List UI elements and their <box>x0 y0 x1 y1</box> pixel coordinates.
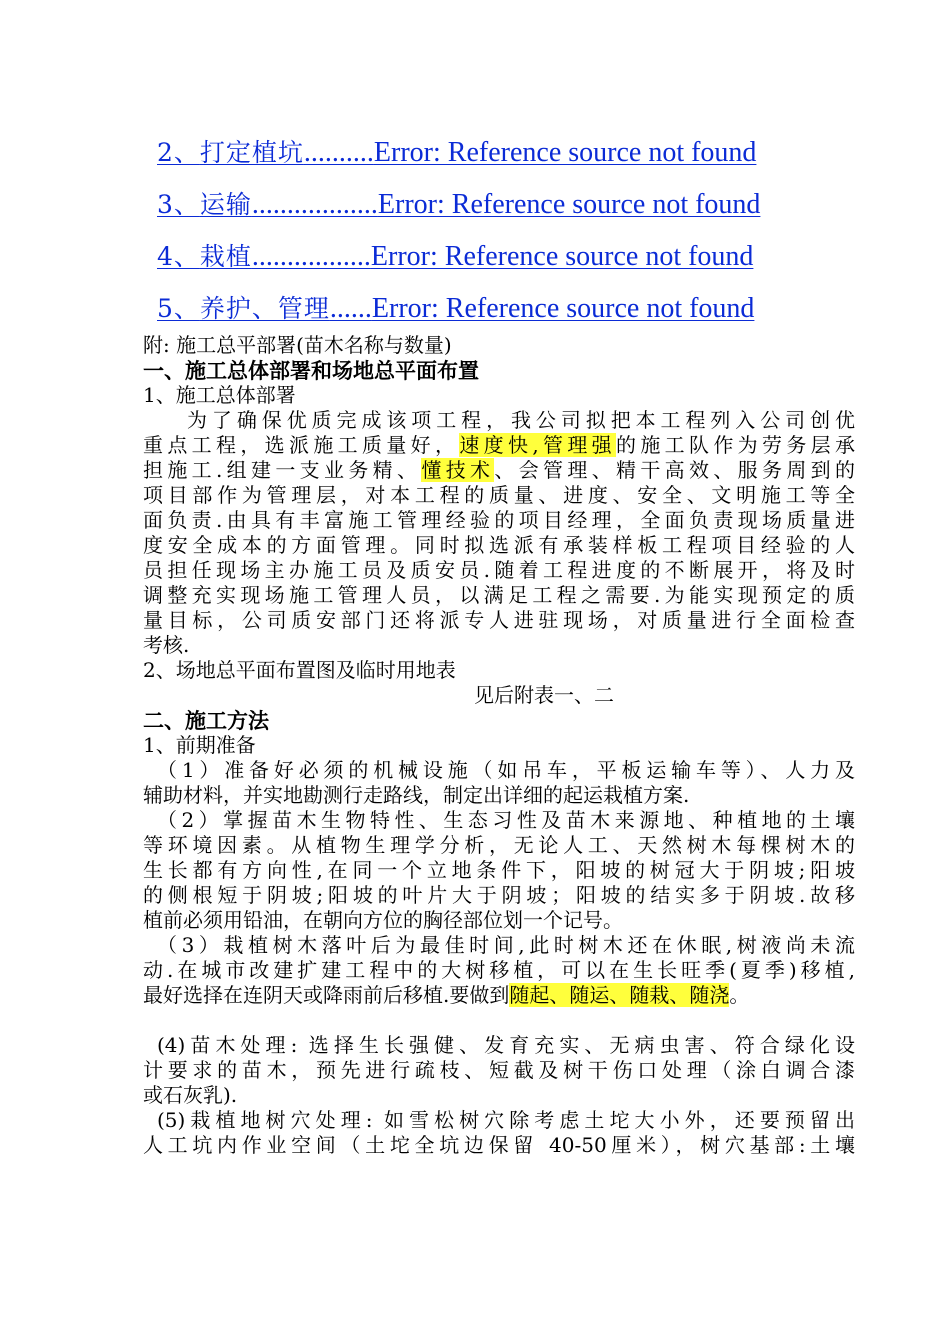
paragraph-line: （2）掌握苗木生物特性、生态习性及苗木来源地、种植地的土壤 <box>157 808 855 832</box>
text-run: 重点工程，选派施工质量好， <box>143 433 460 457</box>
toc-leader-dots: ................. <box>251 241 371 272</box>
paragraph-line: 人工坑内作业空间（土坨全坑边保留 40-50厘米），树穴基部:土壤 <box>143 1133 855 1157</box>
toc-entry-3[interactable] <box>157 186 797 238</box>
toc-number: 5、 <box>157 294 200 323</box>
highlighted-text: 随起、随运、随栽、随浇 <box>509 983 730 1007</box>
toc-reference-error: Error: Reference source not found <box>371 293 755 324</box>
highlighted-text: 懂技术 <box>421 458 495 482</box>
appendix-note: 附: 施工总平部署(苗木名称与数量) <box>143 333 452 357</box>
see-appendix-tables: 见后附表一、二 <box>474 683 614 707</box>
section-1-subheading-2: 2、场地总平面布置图及临时用地表 <box>143 658 456 682</box>
paragraph-line: 员担任现场主办施工员及质安员.随着工程进度的不断展开，将及时 <box>143 558 855 582</box>
paragraph-line: 为了确保优质完成该项工程，我公司拟把本工程列入公司创优 <box>187 408 855 432</box>
document-body <box>143 333 855 1158</box>
text-run: 最好选择在连阴天或降雨前后移植.要做到 <box>143 983 510 1007</box>
toc-title: 打定植坑 <box>199 138 304 167</box>
paragraph-line <box>143 458 855 483</box>
toc-reference-error: Error: Reference source not found <box>377 189 761 220</box>
section-2-heading: 二、施工方法 <box>143 708 269 733</box>
toc-reference-error: Error: Reference source not found <box>373 137 757 168</box>
toc-title: 栽植 <box>199 242 252 271</box>
toc-title: 养护、管理 <box>199 294 330 323</box>
text-run: 担施工.组建一支业务精、 <box>143 458 422 482</box>
text-run: 、会管理、精干高效、服务周到的 <box>494 458 855 482</box>
paragraph-line <box>143 983 855 1008</box>
paragraph-line: 度安全成本的方面管理。同时拟选派有承装样板工程项目经验的人 <box>143 533 855 557</box>
item-1-paragraph <box>143 758 855 808</box>
toc-leader-dots: ...... <box>329 293 372 324</box>
blank-line <box>143 1008 855 1033</box>
section-1-heading: 一、施工总体部署和场地总平面布置 <box>143 358 479 383</box>
paragraph-line: 计要求的苗木，预先进行疏枝、短截及树干伤口处理（涂白调合漆 <box>143 1058 855 1082</box>
toc-entry-4[interactable] <box>157 238 797 290</box>
toc-number: 3、 <box>157 190 200 219</box>
item-5-paragraph <box>143 1108 855 1158</box>
paragraph-line: 的侧根短于阴坡;阳坡的叶片大于阴坡；阳坡的结实多于阴坡.故移 <box>143 883 855 907</box>
highlighted-text: 速度快,管理强 <box>459 433 617 457</box>
paragraph-line: (4)苗木处理: 选择生长强健、发育充实、无病虫害、符合绿化设 <box>157 1033 855 1057</box>
item-3-paragraph <box>143 933 855 1008</box>
paragraph-line: 面负责.由具有丰富施工管理经验的项目经理，全面负责现场质量进 <box>143 508 855 532</box>
toc-title: 运输 <box>199 190 252 219</box>
toc-leader-dots: .................. <box>251 189 378 220</box>
paragraph-line: 动.在城市改建扩建工程中的大树移植，可以在生长旺季(夏季)移植, <box>143 958 855 982</box>
toc-number: 4、 <box>157 242 200 271</box>
text-run: 的施工队作为劳务层承 <box>616 433 855 457</box>
paragraph-line: 量目标，公司质安部门还将派专人进驻现场，对质量进行全面检查 <box>143 608 855 632</box>
section-1-subheading-1: 1、施工总体部署 <box>143 383 296 407</box>
paragraph-line: （1）准备好必须的机械设施（如吊车，平板运输车等）、人力及 <box>157 758 855 782</box>
paragraph-line: （3）栽植树木落叶后为最佳时间,此时树木还在休眠,树液尚未流 <box>157 933 855 957</box>
toc-reference-error: Error: Reference source not found <box>370 241 754 272</box>
text-run: 。 <box>729 983 750 1007</box>
toc-leader-dots: .......... <box>303 137 374 168</box>
paragraph-line: 植前必须用铅油，在朝向方位的胸径部位划一个记号。 <box>143 908 623 932</box>
paragraph-line: 生长都有方向性,在同一个立地条件下，阳坡的树冠大于阴坡;阳坡 <box>143 858 855 882</box>
paragraph-line: 项目部作为管理层，对本工程的质量、进度、安全、文明施工等全 <box>143 483 855 507</box>
paragraph-line: 或石灰乳). <box>143 1083 238 1107</box>
paragraph-line: (5)栽植地树穴处理: 如雪松树穴除考虑土坨大小外，还要预留出 <box>157 1108 855 1132</box>
toc-entry-2[interactable] <box>157 134 797 186</box>
paragraph-line: 考核. <box>143 633 190 657</box>
section-2-subheading-1: 1、前期准备 <box>143 733 256 757</box>
item-4-paragraph <box>143 1033 855 1108</box>
paragraph-line <box>143 433 855 458</box>
paragraph-line: 等环境因素。从植物生理学分析，无论人工、天然树木每棵树木的 <box>143 833 855 857</box>
deployment-paragraph <box>143 408 855 658</box>
toc-number: 2、 <box>157 138 200 167</box>
paragraph-line: 调整充实现场施工管理人员，以满足工程之需要.为能实现预定的质 <box>143 583 855 607</box>
table-of-contents <box>157 134 797 342</box>
item-2-paragraph <box>143 808 855 933</box>
paragraph-line: 辅助材料，并实地勘测行走路线，制定出详细的起运栽植方案. <box>143 783 690 807</box>
